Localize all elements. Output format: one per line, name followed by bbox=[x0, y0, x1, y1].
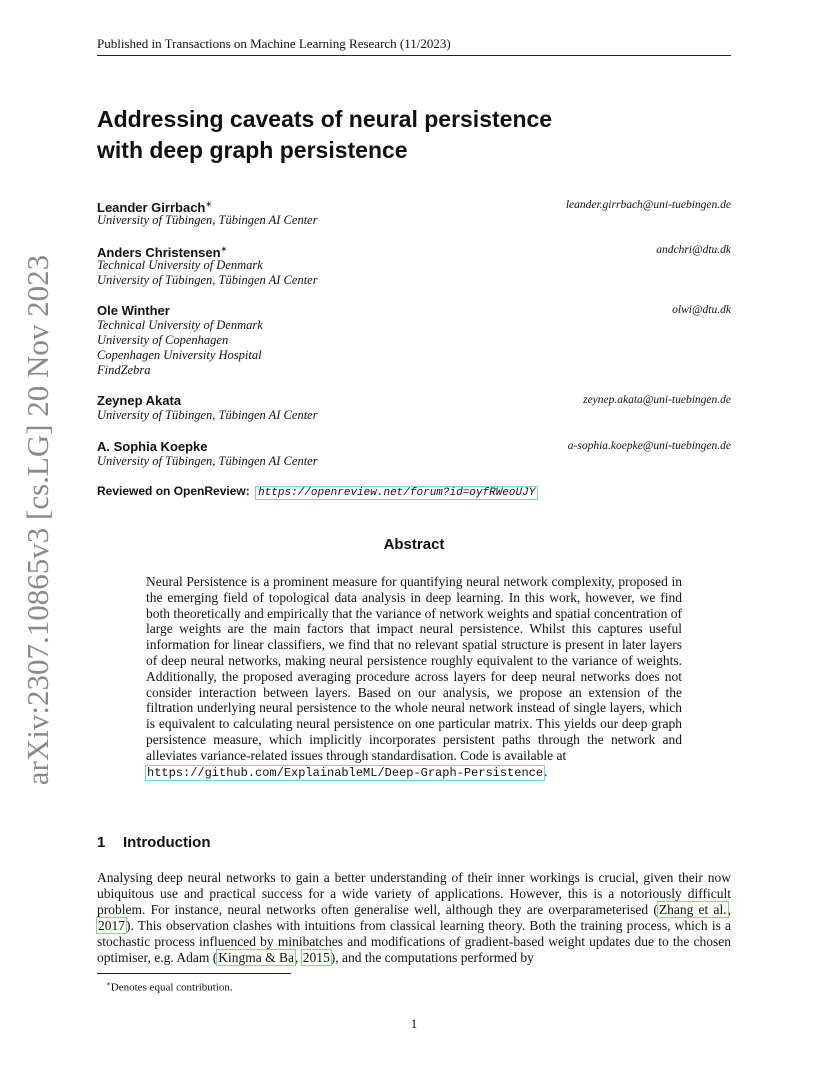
openreview-label: Reviewed on OpenReview: bbox=[97, 484, 250, 498]
author-affiliation: Technical University of Denmark bbox=[97, 258, 263, 272]
author-name: Leander Girrbach∗ bbox=[97, 200, 213, 216]
introduction-paragraph bbox=[97, 870, 731, 966]
author-block bbox=[97, 392, 731, 423]
author-name: Anders Christensen∗ bbox=[97, 245, 228, 261]
intro-text: ), and the computations performed by bbox=[330, 950, 534, 965]
author-affiliation: University of Copenhagen bbox=[97, 333, 229, 347]
author-affiliation: University of Tübingen, Tübingen AI Center bbox=[97, 213, 318, 227]
footnote-text: Denotes equal contribution. bbox=[110, 981, 233, 994]
author-affiliation: Copenhagen University Hospital bbox=[97, 348, 262, 362]
author-email: olwi@dtu.dk bbox=[672, 304, 731, 316]
author-block bbox=[97, 302, 731, 378]
author-affiliation: Technical University of Denmark bbox=[97, 318, 263, 332]
section-heading-introduction bbox=[97, 834, 210, 852]
code-repository-link[interactable]: https://github.com/ExplainableML/Deep-Graph-Persistence bbox=[147, 765, 544, 780]
citation-separator: , bbox=[294, 950, 302, 965]
citation-separator: , bbox=[727, 902, 731, 917]
page-number: 1 bbox=[410, 1016, 418, 1031]
author-block bbox=[97, 242, 731, 288]
author-block bbox=[97, 197, 731, 228]
section-number: 1 bbox=[97, 834, 106, 851]
arxiv-identifier: arXiv:2307.10865v3 [cs.LG] 20 Nov 2023 bbox=[20, 254, 55, 786]
citation-kingma-year-link[interactable]: 2015 bbox=[302, 950, 330, 965]
author-name: A. Sophia Koepke bbox=[97, 439, 208, 454]
paper-title bbox=[97, 104, 697, 166]
citation-zhang-link[interactable]: Zhang et al. bbox=[658, 902, 727, 917]
author-affiliation: FindZebra bbox=[97, 363, 151, 377]
author-block bbox=[97, 438, 731, 469]
intro-text: Analysing deep neural networks to gain a better understanding of their inner workings is crucial, given their now ubiquitous use and practical success for a wide variety of applications. However, this is a notoriously difficult problem. For instance, neural networks often generalise well, although they are overparameterised ( bbox=[97, 870, 731, 917]
author-email: zeynep.akata@uni-tuebingen.de bbox=[583, 394, 731, 406]
author-email: andchri@dtu.dk bbox=[656, 244, 731, 256]
author-name: Zeynep Akata bbox=[97, 393, 182, 408]
equal-contribution-mark: ∗ bbox=[220, 245, 228, 254]
author-email: a-sophia.koepke@uni-tuebingen.de bbox=[567, 440, 731, 452]
author-email: leander.girrbach@uni-tuebingen.de bbox=[565, 199, 731, 211]
abstract-body: Neural Persistence is a prominent measure for quantifying neural network complexity, proposed in the emerging field of topological data analysis in deep learning. In this work, however, we find both theoretically and empirically that the variance of network weights and spatial concentration of large weights are the main factors that impact neural persistence. Whilst this captures useful information for linear classifiers, we find that no relevant spatial structure is present in later layers of deep neural networks, making neural persistence roughly equivalent to the variance of weights. Additionally, the proposed averaging procedure across layers for deep neural networks does not consider interaction between layers. Based on our analysis, we propose an extension of the filtration underlying neural persistence to the whole neural network instead of single layers, which is equivalent to calculating neural persistence on one particular matrix. This yields our deep graph persistence measure, which implicitly incorporates persistent paths through the network and alleviates variance-related issues through standardisation. Code is available at bbox=[146, 574, 682, 763]
title-line-1: Addressing caveats of neural persistence bbox=[97, 106, 553, 132]
running-header: Published in Transactions on Machine Learning Research (11/2023) bbox=[97, 36, 731, 56]
footnote-mark: ∗ bbox=[106, 980, 111, 988]
footnote bbox=[106, 977, 233, 995]
citation-kingma-link[interactable]: Kingma & Ba bbox=[218, 950, 294, 965]
author-affiliation: University of Tübingen, Tübingen AI Center bbox=[97, 454, 318, 468]
section-title: Introduction bbox=[123, 834, 211, 851]
intro-text: ). This observation clashes with intuitions from classical learning theory. Both the training process, which is a stochastic process influenced by minibatches and modifications of gradient-based weight updates due to the chosen optimiser, e.g. Adam ( bbox=[97, 918, 731, 965]
author-name: Ole Winther bbox=[97, 303, 170, 318]
abstract-text bbox=[146, 574, 682, 781]
title-line-2: with deep graph persistence bbox=[97, 137, 408, 163]
abstract-end: . bbox=[544, 763, 548, 779]
author-affiliation: University of Tübingen, Tübingen AI Center bbox=[97, 408, 318, 422]
abstract-heading: Abstract bbox=[383, 536, 445, 553]
openreview-line bbox=[97, 484, 537, 501]
author-affiliation: University of Tübingen, Tübingen AI Center bbox=[97, 273, 318, 287]
equal-contribution-mark: ∗ bbox=[205, 200, 213, 209]
footnote-divider bbox=[97, 973, 291, 974]
openreview-link[interactable]: https://openreview.net/forum?id=oyfRWeoUJY bbox=[258, 487, 536, 499]
citation-zhang-year-link[interactable]: 2017 bbox=[98, 918, 125, 933]
